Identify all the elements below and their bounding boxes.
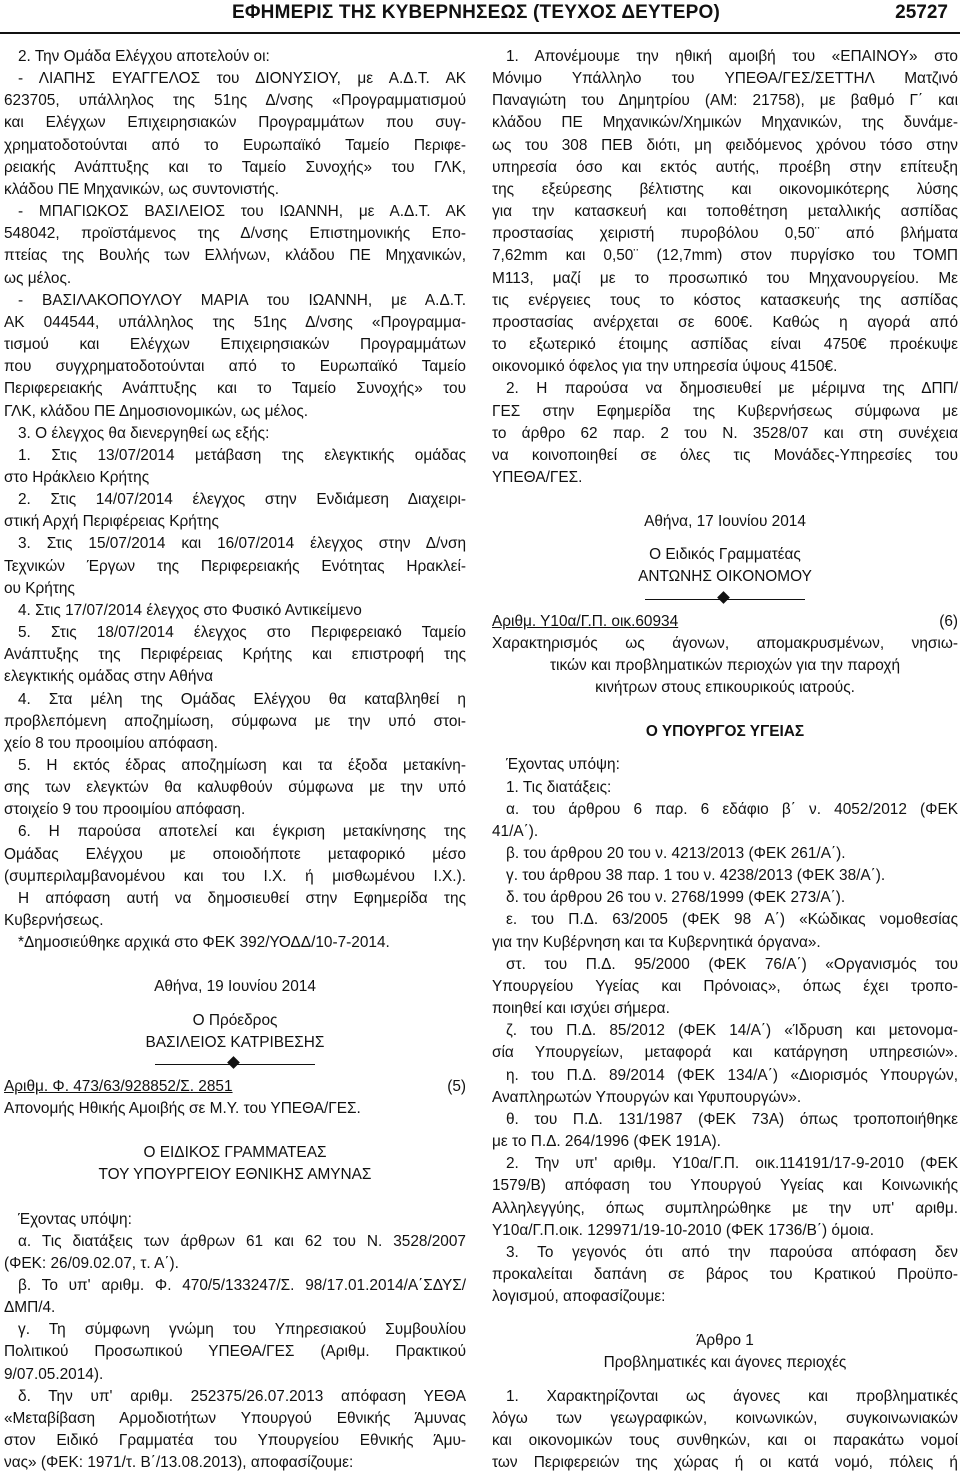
text-line: 3. Ο έλεγχος θα διενεργηθεί ως εξής: <box>18 424 270 442</box>
text-line: χρηματοδοτούνται από το Ευρωπαϊκό Ταμείο Περιφε- <box>4 136 466 154</box>
text-line: 7,62mm και 0,50¨ (12,7mm) στον πυργίσκο του ΤΟΜΠ <box>492 247 958 265</box>
text-line: που συγχρηματοδοτούνται από το Ευρωπαϊκό Ταμείο <box>4 358 466 376</box>
text-line: Ομάδας Ελέγχου με οποιοδήποτε μεταφορικό μέσο <box>4 845 466 863</box>
text-line: στο Ηράκλειο Κρήτης <box>4 468 150 486</box>
text-line: η. του Π.Δ. 89/2014 (ΦΕΚ 134/Α΄) «Διορισμός Υπουργών, <box>506 1066 958 1084</box>
signer-title: Ο Πρόεδρος <box>192 1011 278 1029</box>
decision-title: τικών και προβληματικών περιοχών για την παροχή <box>549 656 901 674</box>
text-line: στική Αρχή Περιφέρειας Κρήτης <box>4 513 219 531</box>
text-line: Η απόφαση αυτή να δημοσιευθεί στην Εφημερίδα της <box>18 889 466 907</box>
text-line: 5. Η εκτός έδρας αποζημίωση και τα έξοδα μετακίνη- <box>18 757 466 774</box>
text-line: Ανάπτυξης της Περιφέρειας Κρήτης και επιστροφή της <box>4 646 466 664</box>
left-column <box>4 46 466 1474</box>
text-line: ως του 308 ΠΕΒ διότι, μη φειδόμενος χρόνου τόσο στην <box>492 136 958 154</box>
section-separator <box>4 1054 466 1076</box>
text-line: 4. Στα μέλη της Ομάδας Ελέγχου θα καταβληθεί η <box>18 690 466 708</box>
text-line: προστασίας ανέρχεται σε 600€. Καθώς η αγορά από <box>492 313 958 331</box>
text-line: Κυβερνήσεως. <box>4 912 104 930</box>
text-line: 4. Στις 17/07/2014 έλεγχος στο Φυσικό Αντικείμενο <box>18 601 362 619</box>
text-line: - ΒΑΣΙΛΑΚΟΠΟΥΛΟΥ ΜΑΡΙΑ του ΙΩΑΝΝΗ, με Α.Δ.Τ. <box>18 291 466 309</box>
text-line: Μόνιμο Υπάλληλο του ΥΠΕΘΑ/ΓΕΣ/ΣΕΤΤΗΛ Ματζινό <box>492 70 958 88</box>
authority-title: Ο ΥΠΟΥΡΓΟΣ ΥΓΕΙΑΣ <box>645 723 805 741</box>
text-line: - ΛΙΑΠΗΣ ΕΥΑΓΓΕΛΟΣ του ΔΙΟΝΥΣΙΟΥ, με Α.Δ.Τ. ΑΚ <box>18 70 466 88</box>
article-number: Άρθρο 1 <box>696 1332 754 1350</box>
text-line: 1579/Β) απόφαση του Υπουργού Υγείας και Κοινωνικής <box>492 1177 958 1195</box>
decision-reference: Αριθμ. Υ10α/Γ.Π. οικ.60934 <box>492 612 679 630</box>
text-line: (συμπεριλαμβανομένου και του Ι.Χ. ή μισθωμένου Ι.Χ.). <box>4 867 466 885</box>
place-date: Αθήνα, 17 Ιουνίου 2014 <box>644 513 806 531</box>
text-line: ποιηθεί και ισχύει σήμερα. <box>492 1000 670 1018</box>
text-line: Αναπληρωτών Υπουργών και Υφυπουργών». <box>492 1088 802 1106</box>
text-line: στ. του Π.Δ. 95/2000 (ΦΕΚ 76/Α΄) «Οργανισμός του <box>506 955 958 973</box>
gazette-title: ΕΦΗΜΕΡΙΣ ΤΗΣ ΚΥΒΕΡΝΗΣΕΩΣ (ΤΕΥΧΟΣ ΔΕΥΤΕΡΟ) <box>232 2 720 23</box>
text-line: β. Το υπ' αριθμ. Φ. 470/5/133247/Σ. 98/17.01.2014/Α΄ΣΔΥΣ/ <box>18 1276 466 1294</box>
text-line: 9/07.05.2014). <box>4 1365 104 1383</box>
text-line: θ. του Π.Δ. 131/1987 (ΦΕΚ 73Α) όπως τροποποιήθηκε <box>506 1110 958 1128</box>
text-line: γ. του άρθρου 38 παρ. 1 του ν. 4238/2013 (ΦΕΚ 38/Α΄). <box>506 867 886 885</box>
text-line: 548042, προϊστάμενος της Δ/νσης Επιστημονικής Επο- <box>4 225 466 243</box>
article-title: Προβληματικές και άγονες περιοχές <box>603 1354 847 1372</box>
text-line: κλάδου ΠΕ Μηχανικών/Χημικών Μηχανικών, της δυνάμε- <box>492 114 958 132</box>
text-line: ελεγκτικής ομάδας στην Αθήνα <box>4 668 213 686</box>
text-line: προκαλείται δαπάνη σε βάρος του Κρατικού Προϋπο- <box>492 1265 958 1283</box>
text-line: Έχοντας υπόψη: <box>506 756 620 774</box>
text-line: να κοινοποιηθεί σε όλες τις Μονάδες-Υπηρεσίες του <box>492 446 958 464</box>
text-line: χείο 8 του προοιμίου απόφαση. <box>4 734 218 752</box>
text-line: πτείας της Βουλής των Ελλήνων, κλάδου ΠΕ Μηχανικών, <box>4 247 466 265</box>
text-line: Πολιτικού Προσωπικού ΥΠΕΘΑ/ΓΕΣ (Αριθμ. Πρακτικού <box>4 1343 466 1361</box>
text-line: Αλληλεγγύης, όπως συμπληρώθηκε με την υπ' αριθμ. <box>492 1199 958 1217</box>
place-date: Αθήνα, 19 Ιουνίου 2014 <box>154 978 316 996</box>
text-line: σης των ελεγκτών θα καλυφθούν σύμφωνα με την υπό <box>4 779 466 797</box>
text-line: 41/Α΄). <box>492 822 539 840</box>
text-line: δ. Την υπ' αριθμ. 252375/26.07.2013 απόφαση ΥΕΘΑ <box>18 1387 466 1405</box>
text-line: ΔΜΠ/4. <box>4 1299 56 1317</box>
decision-title: Χαρακτηρισμός ως άγονων, απομακρυσμένων, νησιω- <box>492 634 958 652</box>
text-line: Έχοντας υπόψη: <box>18 1210 132 1228</box>
text-line: ΓΛΚ, κλάδου ΠΕ Δημοσιονομικών, ως μέλος. <box>4 402 309 420</box>
decision-title: κινήτρων στους επικουρικούς ιατρούς. <box>595 679 855 697</box>
decision-header <box>4 1076 466 1098</box>
text-line: το άρθρο 62 παρ. 2 του Ν. 3528/07 και στη συνέχεια <box>492 424 958 442</box>
text-line: ως μέλος. <box>4 269 72 287</box>
text-line: στον Ειδικό Γραμματέα του Υπουργείου Εθνικής Άμυ- <box>4 1432 466 1450</box>
text-line: και οικονομικών τους συνθηκών, και οι παρακάτω νομοί <box>492 1431 958 1449</box>
text-line: και Ελέγχων Επιχειρησιακών Προγραμμάτων που συγ- <box>4 114 466 132</box>
text-line: α. Τις διατάξεις των άρθρων 61 και 62 του Ν. 3528/2007 <box>18 1232 466 1250</box>
text-line: οικονομικό όφελος για την υπηρεσία ύψους 4150€. <box>492 358 838 376</box>
text-line: Τεχνικών Έργων της Περιφερειακής Ενότητας Ηρακλεί- <box>4 557 466 575</box>
text-line: ζ. του Π.Δ. 85/2012 (ΦΕΚ 14/Α΄) «Ίδρυση και μετονομα- <box>506 1022 958 1040</box>
authority-title: ΤΟΥ ΥΠΟΥΡΓΕΙΟΥ ΕΘΝΙΚΗΣ ΑΜΥΝΑΣ <box>98 1166 372 1184</box>
text-line: 6. Η παρούσα αποτελεί και έγκριση μετακίνησης της <box>18 823 466 841</box>
text-line: Παναγιώτη του Δημητρίου (ΑΜ: 21758), με βαθμό Γ΄ και <box>492 92 958 110</box>
text-line: για την κατασκευή και τοποθέτηση μεταλλικής ασπίδας <box>492 203 958 221</box>
text-line: προστασίας χειριστή πυροβόλου 0,50¨ από βλήματα <box>492 225 958 243</box>
text-line: β. του άρθρου 20 του ν. 4213/2013 (ΦΕΚ 261/Α΄). <box>506 845 846 862</box>
text-line: της εξεύρεσης βέλτιστης και οικονομικότερης λύσης <box>492 180 958 198</box>
text-line: για την Κυβέρνηση και τα Κυβερνητικά όργανα». <box>492 933 821 951</box>
text-line: λογισμού, αποφασίζουμε: <box>492 1288 666 1306</box>
text-line: 1. Τις διατάξεις: <box>506 778 612 796</box>
text-line: 2. Η παρούσα να δημοσιευθεί με μέριμνα της ΔΠΠ/ <box>506 380 958 398</box>
text-line: προβλεπόμενη αποζημίωση, σύμφωνα με την υπό στοι- <box>4 712 466 730</box>
diamond-icon <box>717 591 730 604</box>
header-rule <box>0 32 960 34</box>
text-line: 623705, υπάλληλος της 51ης Δ/νσης «Προγραμματισμού <box>4 92 466 110</box>
text-line: 3. Στις 15/07/2014 και 16/07/2014 έλεγχος στην Δ/νση <box>18 535 466 553</box>
text-line: 1. Στις 13/07/2014 μετάβαση της ελεγκτικής ομάδας <box>18 446 466 464</box>
signer-name: ΑΝΤΩΝΗΣ ΟΙΚΟΝΟΜΟΥ <box>638 568 812 586</box>
text-line: των Περιφερειών της χώρας ή οι κατά νομό, πόλεις ή <box>492 1454 958 1472</box>
text-line: τις ενέργειες τους το κόστος κατασκευής της ασπίδας <box>492 291 958 309</box>
text-line: στοιχείο 9 του προοιμίου απόφαση. <box>4 801 246 819</box>
text-line: τισμού και Ελέγχων Επιχειρησιακών Προγραμμάτων <box>4 336 466 354</box>
text-line: νας» (ΦΕΚ: 1971/τ. Β΄/13.08.2013), αποφασίζουμε: <box>4 1454 354 1472</box>
text-line: 1. Χαρακτηρίζονται ως άγονες και προβληματικές <box>506 1387 958 1405</box>
publication-note: *Δημοσιεύθηκε αρχικά στο ΦΕΚ 392/ΥΟΔΔ/10-7-2014. <box>18 934 390 952</box>
text-line: 5. Στις 18/07/2014 έλεγχος στο Περιφερειακό Ταμείο <box>18 624 466 642</box>
diamond-icon <box>227 1056 240 1069</box>
text-line: Υπουργείου Υγείας και Πρόνοιας», όπως έχει τροπο- <box>492 977 958 995</box>
right-column <box>492 46 958 1474</box>
text-line: 3. Το γεγονός ότι από την παρούσα απόφαση δεν <box>506 1243 958 1261</box>
page-number: 25727 <box>895 2 948 23</box>
decision-number: (5) <box>447 1077 466 1095</box>
text-line: 1. Απονέμουμε την ηθική αμοιβή του «ΕΠΑΙΝΟΥ» στο <box>506 48 958 65</box>
text-line: ΥΠΕΘΑ/ΓΕΣ. <box>492 468 583 486</box>
text-line: ΑΚ 044544, υπάλληλος της 51ης Δ/νσης «Προγραμμα- <box>4 313 466 331</box>
text-line: δ. του άρθρου 26 του ν. 2768/1999 (ΦΕΚ 273/Α΄). <box>506 889 846 907</box>
text-line: Υ10α/Γ.Π.οικ. 129971/19-10-2010 (ΦΕΚ 1736/Β΄) όμοια. <box>492 1221 874 1239</box>
text-line: 2. Στις 14/07/2014 έλεγχος στην Ενδιάμεση Διαχειρι- <box>18 491 466 509</box>
text-line: 2. Την υπ' αριθμ. Υ10α/Γ.Π. οικ.114191/17-9-2010 (ΦΕΚ <box>506 1155 958 1173</box>
text-line: 2. Την Ομάδα Ελέγχου αποτελούν οι: <box>18 48 270 65</box>
text-line: γ. Τη σύμφωνη γνώμη του Υπηρεσιακού Συμβουλίου <box>18 1321 466 1339</box>
signer-title: Ο Ειδικός Γραμματέας <box>649 546 801 564</box>
text-line: Μ113, μαζί με το προσωπικό του Μηχανουργείου. Με <box>492 269 958 287</box>
text-line: κλάδου ΠΕ Μηχανικών, ως συντονιστής. <box>4 180 280 198</box>
authority-title: Ο ΕΙΔΙΚΟΣ ΓΡΑΜΜΑΤΕΑΣ <box>143 1144 327 1162</box>
text-line: με το Π.Δ. 264/1996 (ΦΕΚ 191Α). <box>492 1133 721 1151</box>
text-line: Περιφερειακής Ανάπτυξης και το Ταμείο Συνοχής» του <box>4 380 466 398</box>
decision-reference: Αριθμ. Φ. 473/63/928852/Σ. 2851 <box>4 1077 233 1095</box>
text-line: α. του άρθρου 6 παρ. 6 εδάφιο β΄ ν. 4052/2012 (ΦΕΚ <box>506 800 958 818</box>
text-line: ου Κρήτης <box>4 579 75 597</box>
text-line: υπηρεσία όσο και εκτός αυτής, προέβη στην επίτευξη <box>492 158 958 176</box>
text-line: ε. του Π.Δ. 63/2005 (ΦΕΚ 98 Α΄) «Κώδικας νομοθεσίας <box>506 911 958 929</box>
decision-number: (6) <box>939 612 958 630</box>
signer-name: ΒΑΣΙΛΕΙΟΣ ΚΑΤΡΙΒΕΣΗΣ <box>145 1033 325 1051</box>
page-header <box>0 0 960 36</box>
text-line: ΓΕΣ στην Εφημερίδα της Κυβερνήσεως σύμφωνα με <box>492 402 958 420</box>
decision-title: Απονομής Ηθικής Αμοιβής σε Μ.Υ. του ΥΠΕΘΑ/ΓΕΣ. <box>4 1100 361 1118</box>
text-line: λόγω των γεωγραφικών, κοινωνικών, συγκοινωνιακών <box>492 1409 958 1427</box>
text-line: (ΦΕΚ: 26/09.02.07, τ. Α΄). <box>4 1254 179 1272</box>
decision-header <box>492 611 958 633</box>
text-line: - ΜΠΑΓΙΩΚΟΣ ΒΑΣΙΛΕΙΟΣ του ΙΩΑΝΝΗ, με Α.Δ.Τ. ΑΚ <box>18 203 466 221</box>
text-line: το εξωτερικό έτοιμης ασπίδας είναι 4750€ προέκυψε <box>492 336 958 354</box>
text-line: ρειακής Ανάπτυξης και το Ταμείο Συνοχής» του ΓΛΚ, <box>4 158 466 176</box>
text-line: σία Υπουργείων, μεταφορά και κατάργηση υπηρεσιών». <box>492 1044 958 1062</box>
text-line: «Μεταβίβαση Αρμοδιοτήτων Υπουργού Εθνικής Άμυνας <box>4 1409 466 1427</box>
section-separator <box>492 589 958 611</box>
